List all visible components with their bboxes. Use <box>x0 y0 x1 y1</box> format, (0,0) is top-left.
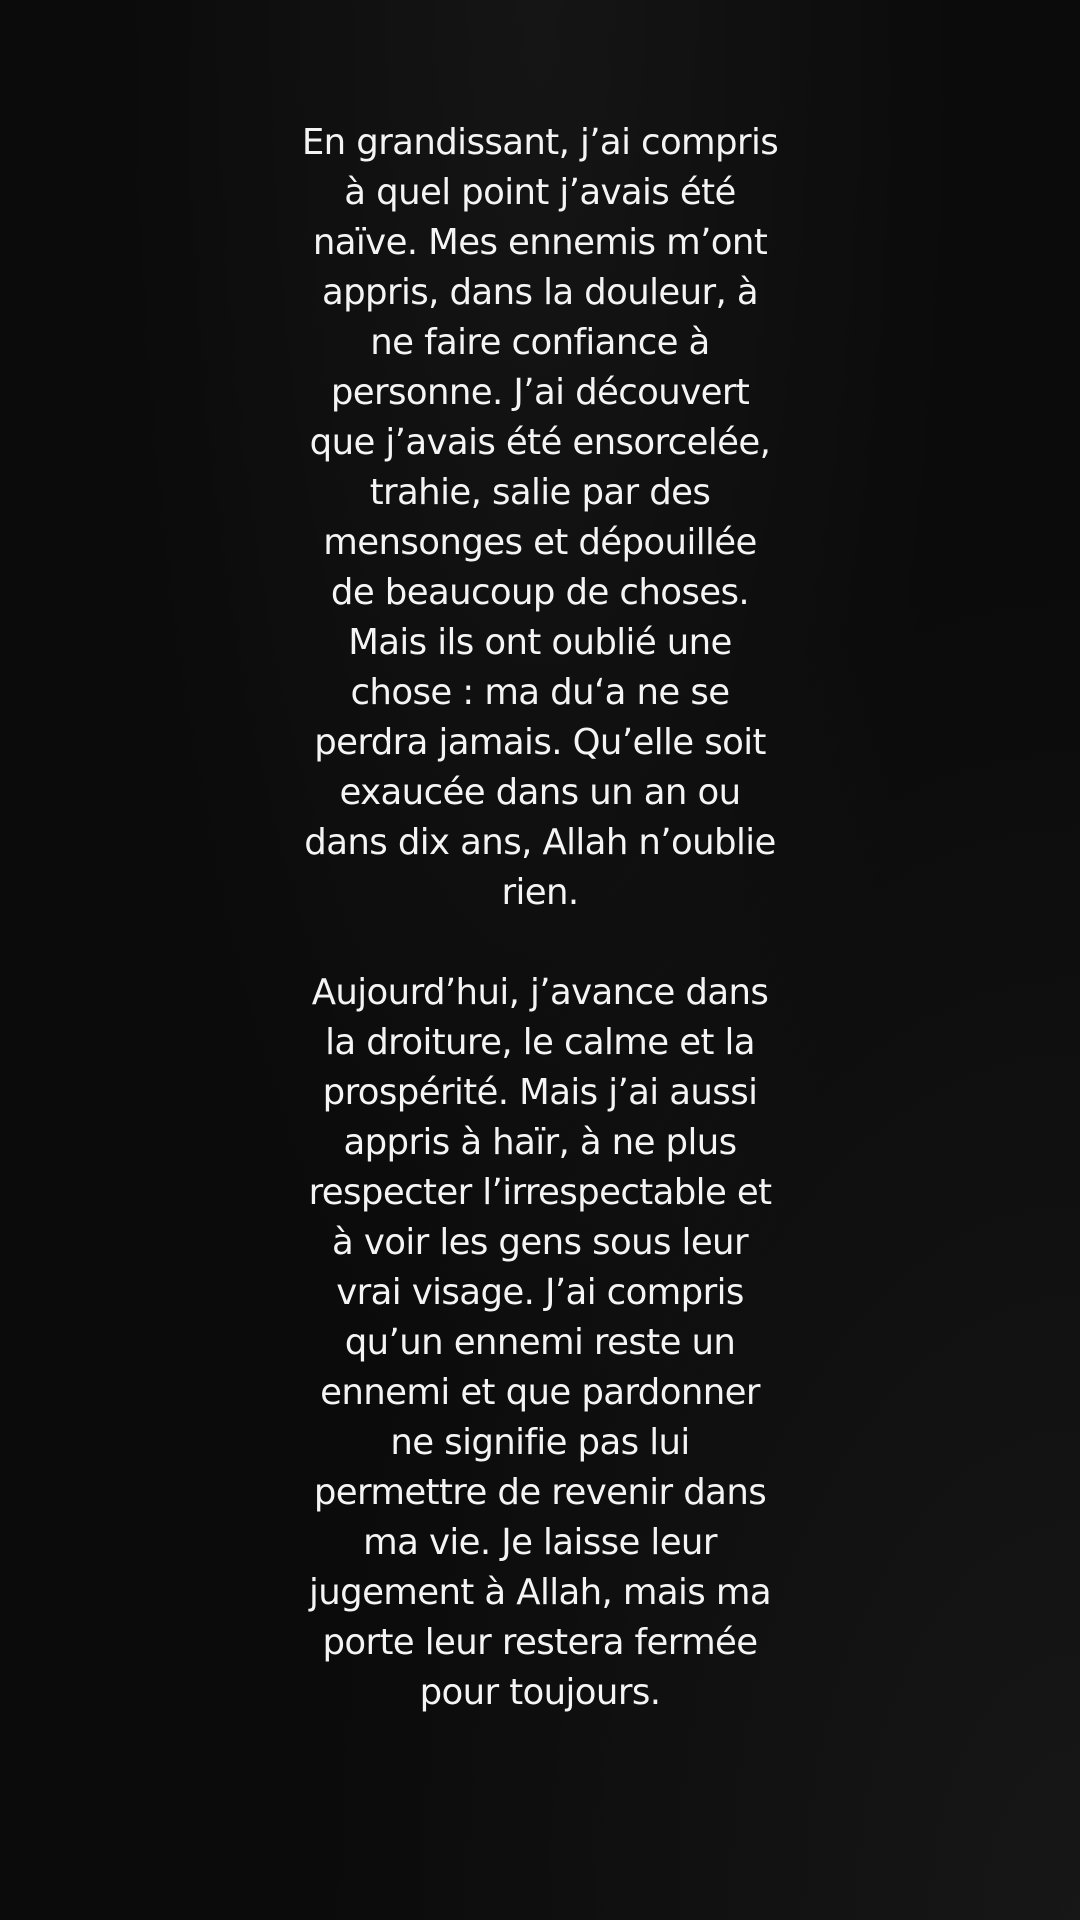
story-text <box>275 118 805 1718</box>
text-line: personne. J’ai découvert <box>330 372 750 413</box>
text-line: qu’un ennemi reste un <box>344 1322 736 1363</box>
text-line: Aujourd’hui, j’avance dans <box>311 972 769 1013</box>
text-line: Mais ils ont oublié une <box>348 622 732 663</box>
text-line: de beaucoup de choses. <box>330 572 750 613</box>
text-line: à voir les gens sous leur <box>332 1222 748 1263</box>
text-line: pour toujours. <box>419 1672 661 1713</box>
text-line: naïve. Mes ennemis m’ont <box>312 222 768 263</box>
text-line: ennemi et que pardonner <box>320 1372 760 1413</box>
text-line: à quel point j’avais été <box>344 172 736 213</box>
text-line: mensonges et dépouillée <box>323 522 757 563</box>
text-line: perdra jamais. Qu’elle soit <box>314 722 766 763</box>
text-line: appris à haïr, à ne plus <box>343 1122 737 1163</box>
text-line: jugement à Allah, mais ma <box>308 1572 772 1613</box>
text-line: vrai visage. J’ai compris <box>336 1272 744 1313</box>
paragraph-2 <box>275 968 805 1718</box>
text-line: que j’avais été ensorcelée, <box>309 422 771 463</box>
text-line: rien. <box>501 872 579 913</box>
text-line: chose : ma du‘a ne se <box>350 672 730 713</box>
text-line: porte leur restera fermée <box>322 1622 758 1663</box>
text-line: En grandissant, j’ai compris <box>301 122 779 163</box>
paragraph-1 <box>275 118 805 918</box>
text-line: appris, dans la douleur, à <box>321 272 759 313</box>
text-line: prospérité. Mais j’ai aussi <box>322 1072 758 1113</box>
text-line: la droiture, le calme et la <box>325 1022 755 1063</box>
text-line: permettre de revenir dans <box>313 1472 767 1513</box>
text-line: dans dix ans, Allah n’oublie <box>304 822 776 863</box>
text-line: trahie, salie par des <box>369 472 711 513</box>
text-line: respecter l’irrespectable et <box>308 1172 772 1213</box>
text-line: ne signifie pas lui <box>390 1422 690 1463</box>
text-line: ne faire confiance à <box>370 322 710 363</box>
paragraph-gap <box>275 918 805 968</box>
text-line: exaucée dans un an ou <box>339 772 741 813</box>
text-line: ma vie. Je laisse leur <box>363 1522 717 1563</box>
